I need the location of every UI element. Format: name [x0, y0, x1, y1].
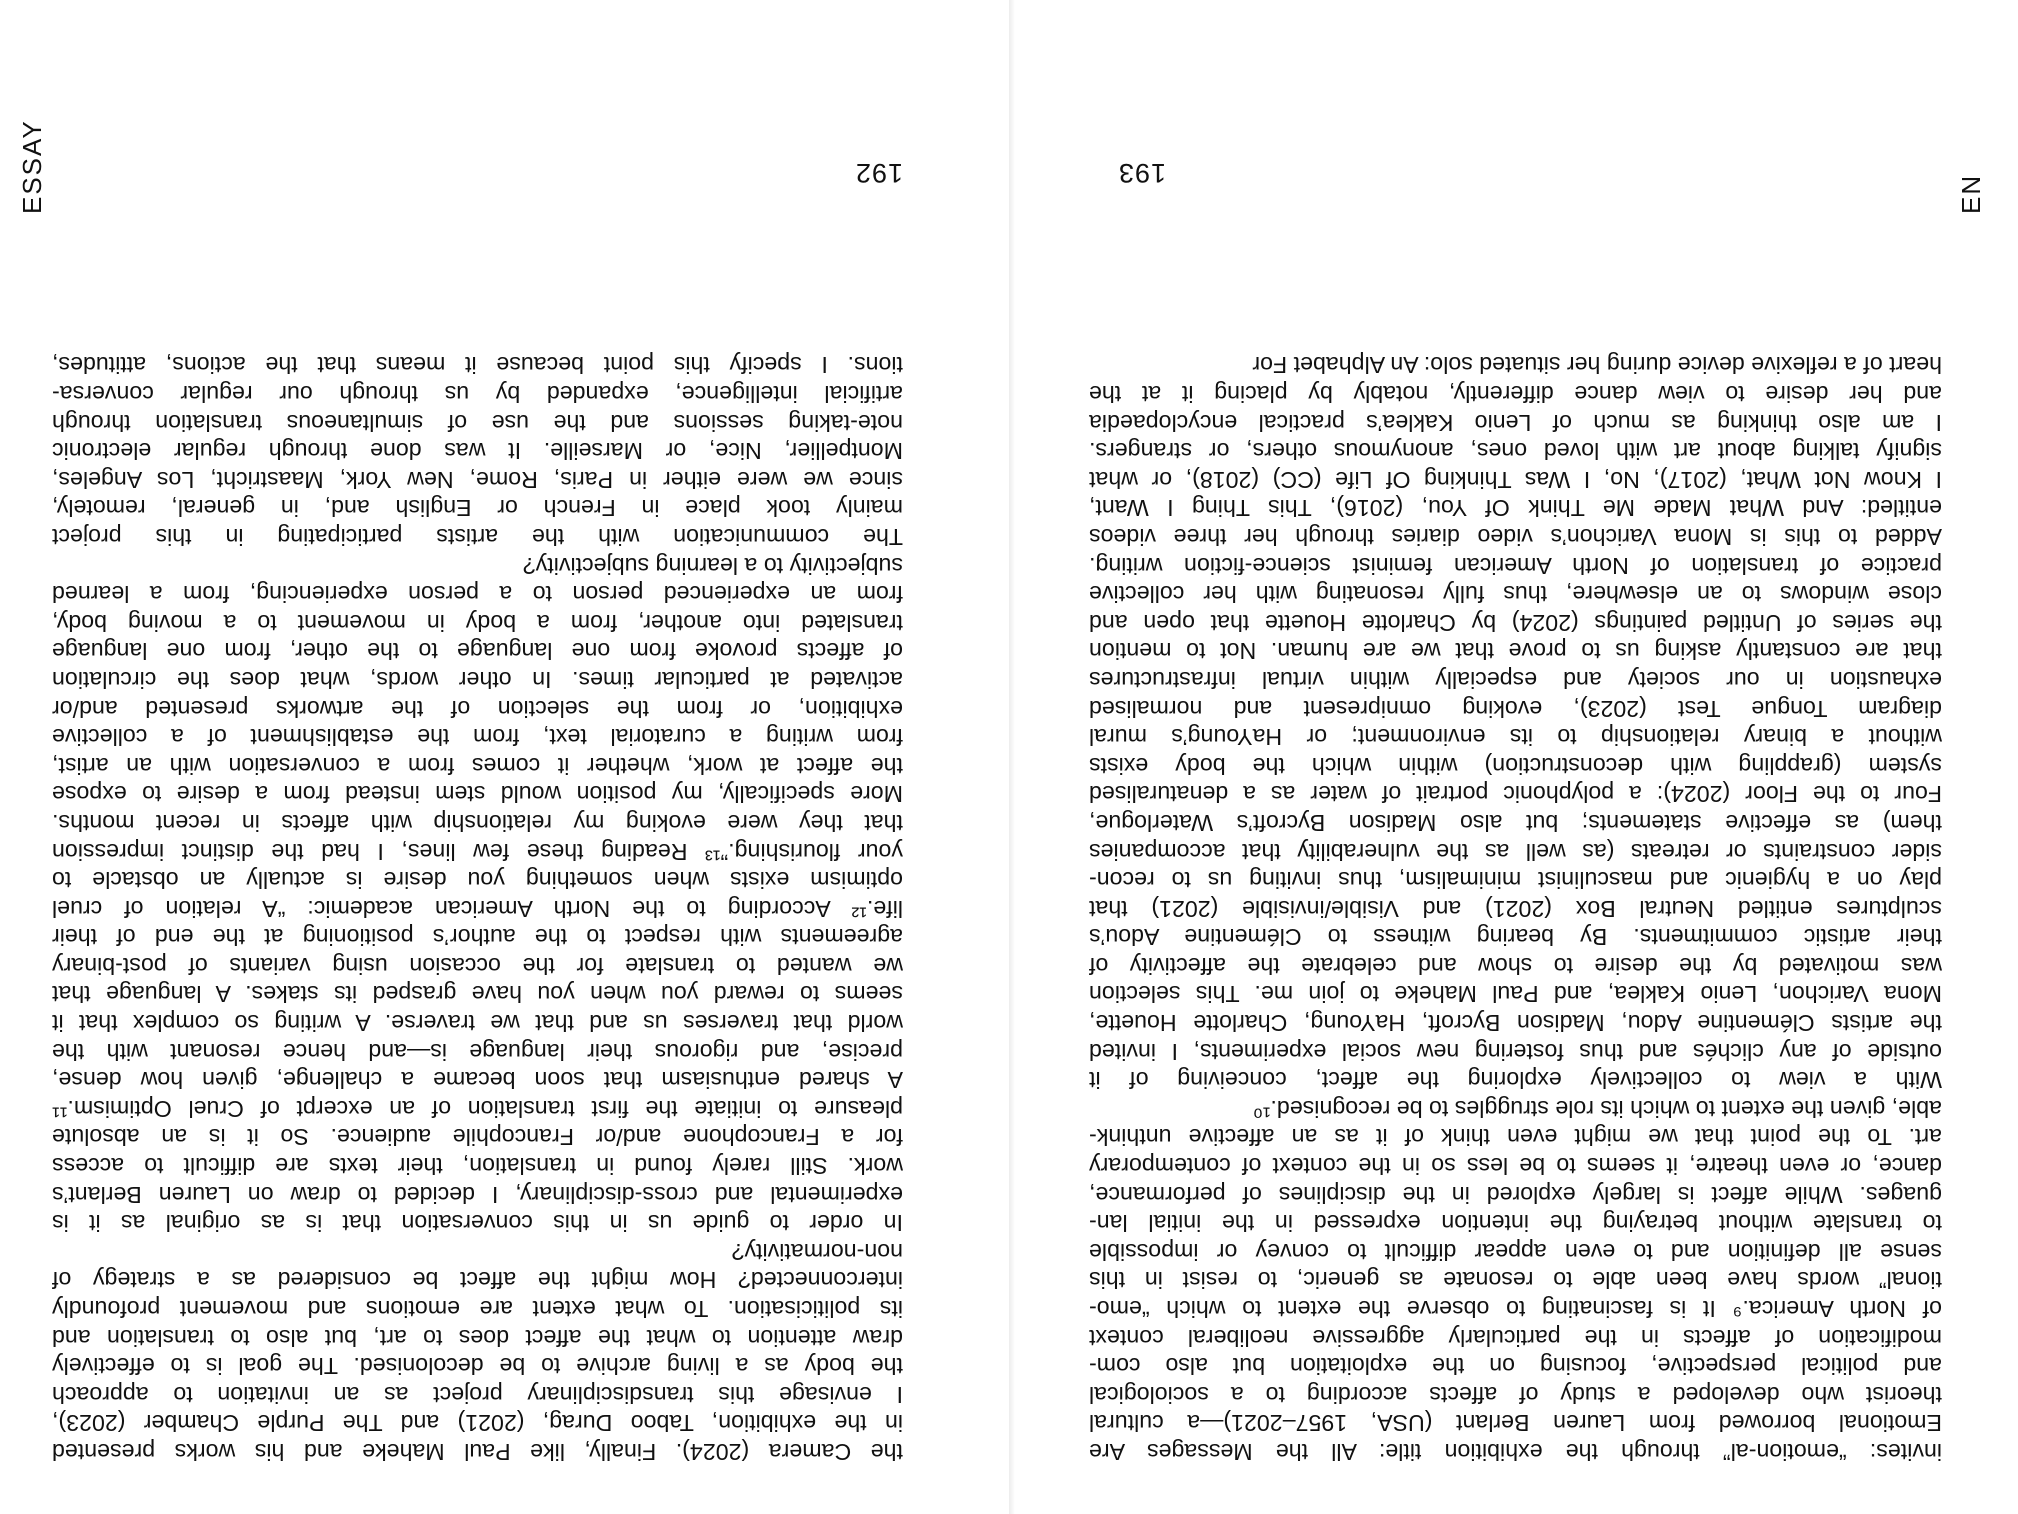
text-line: optimism exists when something you desire is actually an obstacle to [52, 867, 903, 894]
page-193 [1009, 0, 2018, 1514]
page-number: 193 [1117, 158, 1166, 188]
text-line: I envisage this transdisciplinary project as an invitation to approach [52, 1381, 903, 1408]
text-line: exhibition, or from the selection of the artworks presented and/or [52, 695, 903, 722]
text-line: theorist who developed a study of affects according to a sociological [1089, 1381, 1942, 1408]
text-line: and political perspective, focusing on the exploitation but also com- [1089, 1353, 1942, 1380]
text-line: Emotional borrowed from Lauren Berlant (USA, 1957–2021)—a cultural [1089, 1410, 1942, 1437]
text-line: seems to reward you when you have grasped its stakes. A language that [52, 981, 903, 1008]
text-line: experimental and cross-disciplinary, I decided to draw on Lauren Berlant’s [52, 1181, 903, 1208]
text-line: diagram Tongue Test (2023), evoking omnipresent and normalised [1089, 695, 1942, 722]
text-line: of affects provoke from one language to the other, from one language [52, 638, 903, 665]
text-line: sense all definition and to even appear difficult to convey or impossible [1089, 1238, 1942, 1265]
text-line: system (grappling with deconstruction) within which the body exists [1089, 752, 1942, 779]
text-line: translated into another, from a body in movement to a moving body, [52, 609, 903, 636]
text-line: that they were evoking my relationship with affects in recent months. [52, 809, 903, 836]
text-line: since we were either in Paris, Rome, New York, Maastricht, Los Angeles, [52, 466, 903, 493]
text-line: non-normativity? [731, 1238, 903, 1265]
text-line: close windows to an elsewhere, thus fully resonating with her collective [1089, 581, 1942, 608]
text-line: tional” words have been able to resonate as generic, to resist in this [1089, 1267, 1942, 1294]
text-line: activated at particular times. In other words, what does the circulation [52, 666, 903, 693]
section-label: ESSAY [17, 119, 47, 214]
text-line: work. Still rarely found in translation, their texts are difficult to access [52, 1153, 903, 1180]
text-line: its politicisation. To what extent are emotions and movement profoundly [52, 1296, 903, 1323]
text-line: and her desire to view dance differently, notably by placing it at the [1089, 381, 1942, 408]
text-line: invites: “emotion-al” through the exhibition title: All the Messages Are [1089, 1439, 1942, 1465]
essay-text-column [1089, 351, 1942, 1466]
text-line: A shared enthusiasm that soon became a challenge, given how dense, [52, 1067, 903, 1094]
text-line: subjectivity to a learning subjectivity? [522, 552, 903, 579]
text-line: world that traverses us and that we traverse. A writing so complex that it [52, 1010, 903, 1037]
text-line: agreements with respect to the author’s positioning at the end of their [52, 924, 903, 951]
text-line: I am also thinking as much of Lenio Kaklea’s practical encyclopaedia [1089, 409, 1942, 436]
text-line: play on a hygienic and masculinist minimalism, thus inviting us to recon- [1089, 867, 1942, 894]
text-line: for a Francophone and/or Francophile audience. So it is an absolute [52, 1124, 903, 1151]
text-line: pleasure to initiate the first translation of an excerpt of Cruel Optimism.¹¹ [52, 1095, 903, 1122]
text-line: we wanted to translate for the occasion using variants of post-binary [52, 952, 903, 979]
text-line: entitled: And What Made Me Think Of You, (2016), This Thing I Want, [1089, 495, 1942, 522]
text-line: the series of Untitled paintings (2024) by Charlotte Houette that open and [1089, 609, 1942, 636]
text-line: from writing a curatorial text, from the establishment of a collective [52, 724, 903, 751]
text-line: modification of affects in the particularly aggressive neoliberal context [1089, 1324, 1942, 1351]
text-line: precise, and rigorous their language is—and hence resonant with the [52, 1038, 903, 1065]
text-line: More specifically, my position would stem instead from a desire to expose [52, 781, 903, 808]
text-line: Montpellier, Nice, or Marseille. It was done through regular electronic [52, 438, 903, 465]
text-line: life.¹² According to the North American academic: “A relation of cruel [52, 895, 903, 922]
text-line: The communication with the artists participating in this project [52, 524, 903, 550]
text-line: I Know Not What, (2017), No, I Was Thinking Of Life (CC) (2018), or what [1089, 466, 1942, 493]
text-line: guages. While affect is largely explored in the disciplines of performance, [1089, 1181, 1942, 1208]
text-line: art. To the point that we might even think of it as an affective unthink- [1089, 1124, 1942, 1151]
text-line: able, given the extent to which its role struggles to be recognised.¹⁰ [1253, 1095, 1942, 1122]
text-line: without a binary relationship to its environment; or HaYoung’s mural [1089, 724, 1942, 751]
text-line: in the exhibition, Taboo Durag, (2021) and The Purple Chamber (2023), [52, 1410, 903, 1437]
text-line: of North America.⁹ It is fascinating to observe the extent to which “emo- [1089, 1296, 1942, 1323]
text-line: dance, or even theatre, it seems to be less so in the context of contemporary [1089, 1153, 1942, 1180]
language-label: EN [1956, 173, 1986, 214]
essay-text-column [52, 351, 903, 1466]
text-line: With a view to collectively exploring the affect, conceiving of it [1089, 1067, 1942, 1094]
text-line: outside of any clichés and thus fostering new social experiments, I invited [1089, 1038, 1942, 1065]
text-line: the Camera (2024). Finally, like Paul Maheke and his works presented [52, 1439, 903, 1465]
text-line: your flourishing.”¹³ Reading these few lines, I had the distinct impression [52, 838, 903, 865]
text-line: note-taking sessions and the use of simultaneous translation through [52, 409, 903, 436]
text-line: the body as a living archive to be decolonised. The goal is to effectively [52, 1353, 903, 1380]
text-line: the affect at work, whether it comes from a conversation with an artist, [52, 752, 903, 779]
text-line: interconnected? How might the affect be considered as a strategy of [52, 1267, 903, 1294]
text-line: sculptures entitled Neutral Box (2021) and Visible/invisible (2021) that [1089, 895, 1942, 922]
text-line: draw attention to what the affect does to art, but also to translation and [52, 1324, 903, 1351]
text-line: exhaustion in our society and especially within virtual infrastructures [1089, 666, 1942, 693]
page-number: 192 [854, 158, 903, 188]
text-line: tions. I specify this point because it means that the actions, attitudes, [52, 352, 903, 379]
text-line: mainly took place in French or English and, in general, remotely, [52, 495, 903, 522]
text-line: was motivated by the desire to show and celebrate the affectivity of [1089, 952, 1942, 979]
text-line: heart of a reflexive device during her situated solo: An Alphabet For [1252, 352, 1942, 379]
text-line: to translate without betraying the intention expressed in the initial lan- [1089, 1210, 1942, 1237]
text-line: signify talking about art with loved ones, anonymous others, or strangers. [1089, 438, 1942, 465]
text-line: Mona Varichon, Lenio Kaklea, and Paul Maheke to join me. This selection [1089, 981, 1942, 1008]
text-line: practice of translation of North American feminist science-fiction writing. [1089, 552, 1942, 579]
text-line: from an experienced person to a person experiencing, from a learned [52, 581, 903, 608]
text-line: artificial intelligence, expanded by us through our regular conversa- [52, 381, 903, 408]
text-line: them) as effective statements; but also Madison Bycroft’s Waterlogue, [1089, 809, 1942, 836]
text-line: Added to this is Mona Varichon’s video diaries through her three videos [1089, 524, 1942, 550]
text-line: their artistic commitments. By bearing witness to Clémentine Adou’s [1089, 924, 1942, 951]
text-line: sider constraints or retreats (as well as the vulnerability that accompanies [1089, 838, 1942, 865]
text-line: the artists Clémentine Adou, Madison Bycroft, HaYoung, Charlotte Houette, [1089, 1010, 1942, 1037]
text-line: Four to the Floor (2024): a polyphonic portrait of water as a denaturalised [1089, 781, 1942, 808]
text-line: that are constantly asking us to prove that we are human. Not to mention [1089, 638, 1942, 665]
text-line: In order to guide us in this conversation that is as original as it is [52, 1210, 903, 1237]
